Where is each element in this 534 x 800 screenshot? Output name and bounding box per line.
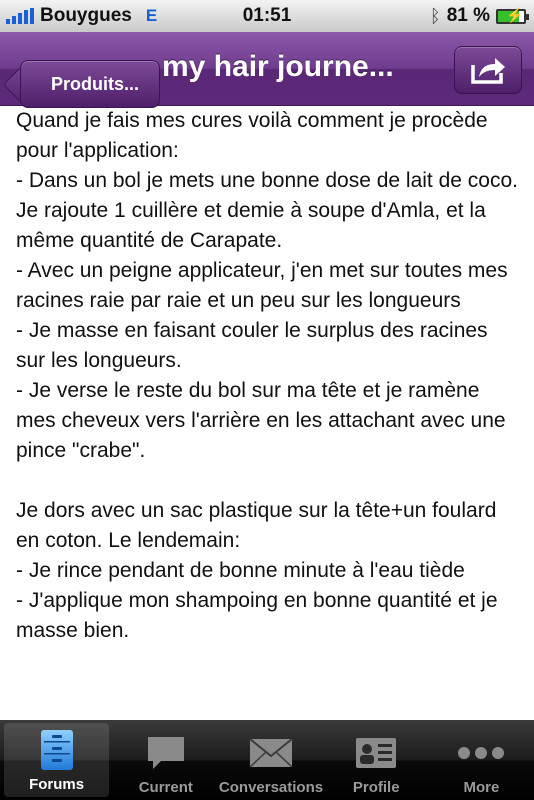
forums-icon	[40, 729, 74, 771]
tab-forums[interactable]	[4, 723, 109, 797]
back-button[interactable]	[20, 60, 160, 108]
navigation-bar	[0, 32, 534, 106]
battery-percent: 81 %	[446, 5, 490, 26]
tab-bar	[0, 720, 534, 800]
share-icon	[469, 55, 507, 85]
tab-current[interactable]	[113, 720, 218, 800]
status-time: 01:51	[242, 5, 292, 26]
post-body-text: Quand je fais mes cures voilà comment je procède pour l'application: - Dans un bol je mets une bonne dose de lait de coco. Je rajoute 1 cuillère et demie à soupe d'Amla, et la même quantité de Carapate. - Avec un peigne applicateur, j'en met sur toutes mes racines raie par raie et un peu sur les longueurs - Je masse en faisant couler le surplus des racines sur les longueurs. - Je verse le reste du bol sur ma tête et je ramène mes cheveux vers l'arrière en les attachant avec une pince "crabe". Je dors avec un sac plastique sur la tête+un foulard en coton. Le lendemain: - Je rince pendant de bonne minute à l'eau tiède - J'applique mon shampoing en bonne quantité et je masse bien.	[16, 109, 518, 642]
envelope-icon	[249, 738, 293, 768]
tab-label: Forums	[29, 776, 85, 793]
profile-card-icon	[355, 737, 397, 769]
share-button[interactable]	[454, 46, 522, 94]
post-content[interactable]	[0, 106, 534, 720]
carrier-name: Bouygues	[40, 5, 132, 26]
more-dots-icon	[457, 746, 505, 760]
back-button-label: Produits...	[50, 73, 139, 94]
network-type-icon: E	[145, 6, 158, 25]
tab-conversations[interactable]	[218, 720, 323, 800]
tab-label: More	[463, 779, 500, 796]
bluetooth-icon: ᛒ	[429, 5, 441, 26]
status-bar	[0, 0, 534, 32]
battery-icon: ⚡	[496, 9, 526, 24]
speech-bubble-icon	[145, 734, 187, 772]
tab-label: Conversations	[218, 779, 324, 796]
signal-strength-icon	[6, 8, 34, 24]
tab-label: Current	[138, 779, 193, 796]
page-title: my hair journe...	[162, 50, 394, 83]
tab-more[interactable]	[429, 720, 534, 800]
tab-label: Profile	[352, 779, 400, 796]
tab-profile[interactable]	[324, 720, 429, 800]
